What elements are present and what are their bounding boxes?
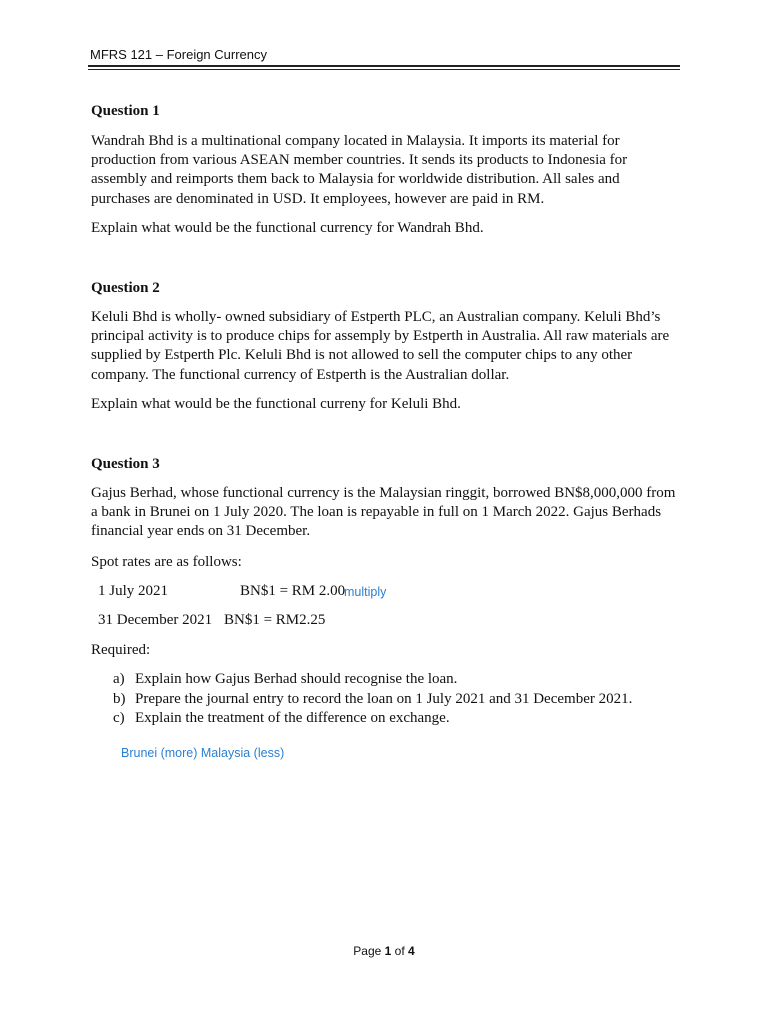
footer-prefix: Page: [353, 944, 385, 958]
question-title: Question 3: [91, 456, 160, 472]
list-marker: c): [113, 710, 125, 727]
list-item-text: Explain how Gajus Berhad should recognise the loan.: [135, 671, 458, 687]
question-3-title-block: [91, 455, 691, 474]
list-item-text: Prepare the journal entry to record the loan on 1 July 2021 and 31 December 2021.: [135, 690, 633, 707]
requirements-list: [113, 670, 632, 729]
body-line: financial year ends on 31 December.: [91, 523, 311, 540]
required-label: Required:: [91, 642, 151, 658]
page-footer: [0, 944, 768, 958]
rate-value: BN$1 = RM 2.00: [240, 583, 346, 599]
rate-date: 31 December 2021: [98, 612, 213, 628]
rate-date: 1 July 2021: [98, 583, 169, 599]
question-1-title-block: [91, 102, 691, 121]
body-line: Wandrah Bhd is a multinational company located in Malaysia. It imports its material for: [91, 133, 620, 149]
list-item-text: Explain the treatment of the difference on exchange.: [135, 710, 450, 727]
body-line: Gajus Berhad, whose functional currency is the Malaysian ringgit, borrowed BN$8,000,000 from: [91, 485, 676, 501]
body-line: production from various ASEAN member countries. It sends its products to Indonesia for: [91, 152, 628, 169]
question-title: Question 1: [91, 103, 160, 119]
question-3-body: [91, 484, 691, 542]
question-2-title-block: [91, 279, 691, 298]
question-2-task: [91, 395, 691, 414]
list-marker: a): [113, 671, 125, 687]
body-line: Keluli Bhd is wholly- owned subsidiary of Estperth PLC, an Australian company. Keluli Bhd’s: [91, 309, 661, 325]
body-line: assembly and reimports them back to Malaysia for worldwide distribution. All sales and: [91, 171, 620, 188]
list-item: [113, 709, 632, 729]
task-text: Explain what would be the functional currency for Wandrah Bhd.: [91, 220, 484, 236]
list-item: [113, 690, 632, 710]
footer-total-pages: 4: [408, 944, 415, 958]
body-line: purchases are denominated in USD. It employees, however are paid in RM.: [91, 190, 545, 207]
header-rule-secondary: [88, 69, 680, 70]
annotation-multiply: multiply: [344, 585, 387, 599]
list-item: [113, 670, 632, 690]
question-title: Question 2: [91, 280, 160, 296]
question-2-body: [91, 308, 691, 385]
rate-value: BN$1 = RM2.25: [224, 612, 326, 628]
body-line: supplied by Estperth Plc. Keluli Bhd is not allowed to sell the computer chips to any other: [91, 347, 633, 364]
annotation-brunei-note: Brunei (more) Malaysia (less): [121, 746, 285, 760]
header-rule: [88, 65, 680, 67]
spot-rates-intro: Spot rates are as follows:: [91, 554, 242, 570]
task-text: Explain what would be the functional curreny for Keluli Bhd.: [91, 396, 461, 412]
footer-middle: of: [391, 944, 409, 958]
question-1-body: [91, 132, 691, 209]
page-header-title: MFRS 121 – Foreign Currency: [90, 47, 268, 62]
footer-current-page: 1: [384, 944, 392, 958]
body-line: a bank in Brunei on 1 July 2020. The loan is repayable in full on 1 March 2022. Gajus Berhads: [91, 504, 662, 521]
body-line: company. The functional currency of Estperth is the Australian dollar.: [91, 366, 510, 383]
question-1-task: [91, 219, 691, 238]
body-line: principal activity is to produce chips for assemply by Estperth in Australia. All raw materials are: [91, 328, 670, 345]
list-marker: b): [113, 690, 126, 707]
